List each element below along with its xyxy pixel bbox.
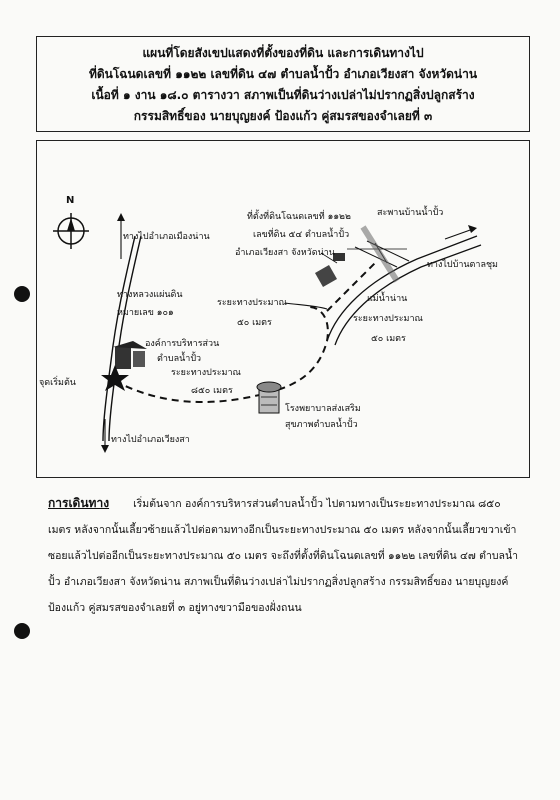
bridge-label: สะพานบ้านน้ำปั้ว	[377, 208, 444, 218]
title-line-1: แผนที่โดยสังเขปแสดงที่ตั้งของที่ดิน และการเดินทางไป	[142, 46, 424, 60]
tao-label-2: ตำบลน้ำปั้ว	[157, 354, 202, 364]
travel-description	[48, 490, 520, 621]
travel-heading: การเดินทาง	[48, 496, 110, 510]
nan-river-label: แม่น้ำน่าน	[367, 294, 408, 304]
punch-hole-bottom	[14, 623, 30, 639]
north-label: N	[66, 195, 75, 206]
distance-50b-label-2: ๕๐ เมตร	[371, 334, 406, 344]
land-label-2: เลขที่ดิน ๕๔ ตำบลน้ำปั้ว	[253, 230, 350, 240]
arrow-down-icon	[101, 419, 109, 453]
to-wiang-sa-label: ทางไปอำเภอเวียงสา	[111, 435, 190, 445]
start-point-label: จุดเริ่มต้น	[39, 378, 76, 388]
map-drawing	[37, 141, 531, 479]
side-road	[285, 303, 327, 309]
river	[363, 227, 397, 281]
to-mueang-nan-label: ทางไปอำเภอเมืองน่าน	[123, 232, 210, 242]
arrow-right-icon	[445, 225, 477, 239]
highway-label-2: หมายเลข ๑๐๑	[117, 308, 174, 318]
title-line-2: ที่ดินโฉนดเลขที่ ๑๑๒๒ เลขที่ดิน ๔๗ ตำบลน้ำปั้ว อำเภอเวียงสา จังหวัดน่าน	[88, 67, 478, 81]
title-line-3: เนื้อที่ ๑ งาน ๑๘.๐ ตารางวา สภาพเป็นที่ดินว่างเปล่าไม่ปรากฏสิ่งปลูกสร้าง	[91, 88, 475, 102]
highway-101	[103, 236, 135, 441]
hospital-label-1: โรงพยาบาลส่งเสริม	[285, 404, 361, 414]
distance-50a-label-2: ๕๐ เมตร	[237, 318, 272, 328]
sketch-map	[36, 140, 530, 478]
land-label-3: อำเภอเวียงสา จังหวัดน่าน	[235, 248, 335, 258]
distance-50a-label-1: ระยะทางประมาณ	[217, 298, 287, 308]
title-box	[36, 36, 530, 132]
compass-icon	[53, 213, 89, 249]
land-label-1: ที่ตั้งที่ดินโฉนดเลขที่ ๑๑๒๒	[247, 212, 351, 222]
to-tala-chum-label: ทางไปบ้านตาลชุม	[427, 260, 498, 270]
highway-label-1: ทางหลวงแผ่นดิน	[117, 290, 183, 300]
title-line-4: กรรมสิทธิ์ของ นายบุญยงค์ ป้องแก้ว คู่สมรสของจำเลยที่ ๓	[133, 109, 433, 123]
tao-building-icon	[113, 341, 147, 369]
hospital-icon	[257, 382, 281, 413]
distance-850-label-2: ๘๕๐ เมตร	[191, 386, 233, 396]
distance-850-label-1: ระยะทางประมาณ	[171, 368, 241, 378]
travel-body: เริ่มต้นจาก องค์การบริหารส่วนตำบลน้ำปั้ว ไปตามทางเป็นระยะทางประมาณ ๘๕๐ เมตร หลังจากนั้นเลี้ยวซ้ายแล้วไปต่อตามทางอีกเป็นระยะทางประมาณ ๕๐ เมตร หลังจากนั้นเลี้ยวขวาเข้าซอยแล้วไปต่ออีกเป็นระยะทางประมาณ ๕๐ เมตร จะถึงที่ตั้งที่ดินโฉนดเลขที่ ๑๑๒๒ เลขที่ดิน ๔๗ ตำบลน้ำปั้ว อำเภอเวียงสา จังหวัดน่าน สภาพเป็นที่ดินว่างเปล่าไม่ปรากฏสิ่งปลูกสร้าง กรรมสิทธิ์ของ นายบุญยงค์ ป้องแก้ว คู่สมรสของจำเลยที่ ๓ อยู่ทางขวามือของฝั่งถนน	[48, 498, 519, 614]
distance-50b-label-1: ระยะทางประมาณ	[353, 314, 423, 324]
tao-label-1: องค์การบริหารส่วน	[145, 339, 220, 349]
hospital-label-2: สุขภาพตำบลน้ำปั้ว	[285, 420, 358, 430]
punch-hole-top	[14, 286, 30, 302]
local-road	[327, 236, 477, 341]
